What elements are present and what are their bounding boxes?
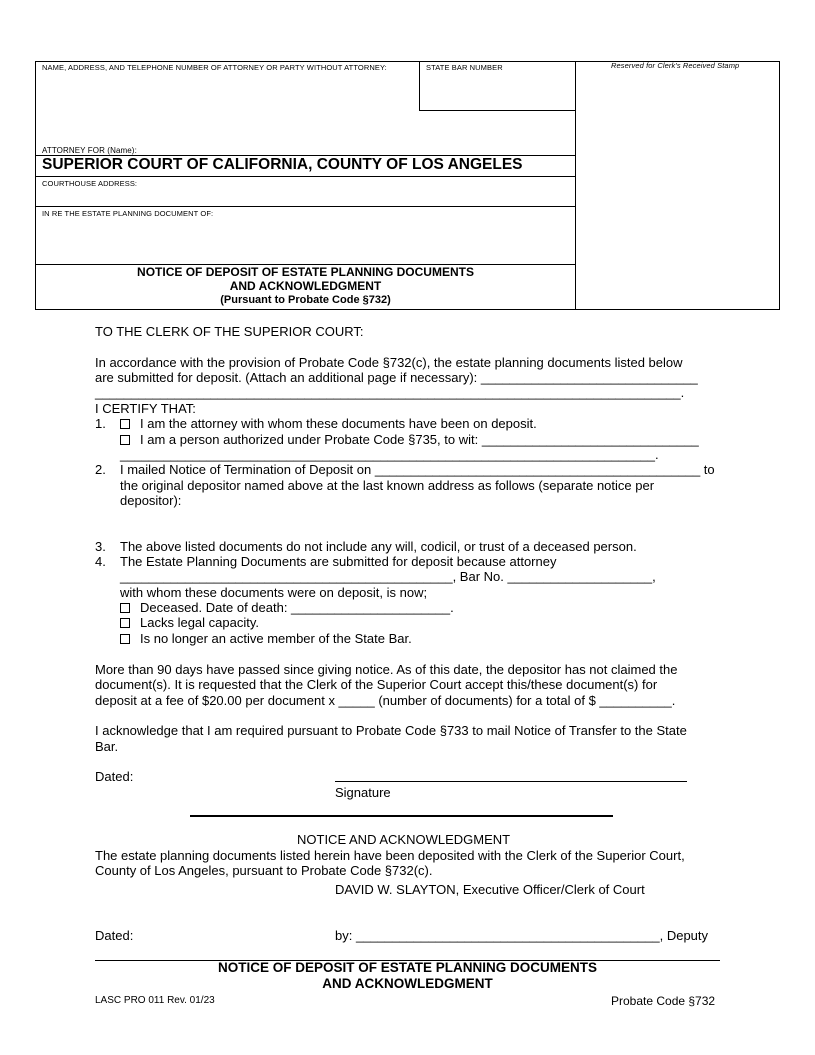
to-clerk: TO THE CLERK OF THE SUPERIOR COURT:	[95, 324, 364, 339]
request-line1: More than 90 days have passed since giving notice. As of this date, the depositor has not claimed the	[95, 662, 678, 677]
attorney-label: NAME, ADDRESS, AND TELEPHONE NUMBER OF ATTORNEY OR PARTY WITHOUT ATTORNEY:	[42, 63, 387, 72]
ack-dated-label: Dated:	[95, 928, 134, 943]
item2-number: 2.	[95, 462, 106, 477]
item1-option-b-text: I am a person authorized under Probate Code §735, to wit: ______________________________	[140, 432, 699, 447]
certify-heading: I CERTIFY THAT:	[95, 401, 196, 416]
clerk-officer: DAVID W. SLAYTON, Executive Officer/Clerk of Court	[335, 882, 645, 897]
item4-line2: ______________________________________________, Bar No. ____________________,	[120, 569, 656, 584]
acknowledge-line1: I acknowledge that I am required pursuant to Probate Code §733 to mail Notice of Transfer to the State	[95, 723, 687, 738]
item3-text: The above listed documents do not include any will, codicil, or trust of a deceased person.	[120, 539, 637, 554]
item2-line3: depositor):	[120, 493, 182, 508]
item4-checkbox-c[interactable]	[120, 634, 130, 644]
signature-line[interactable]	[335, 781, 687, 782]
courthouse-address-label: COURTHOUSE ADDRESS:	[42, 179, 138, 188]
ack-line2: County of Los Angeles, pursuant to Probate Code §732(c).	[95, 863, 433, 878]
item1-option-a-text: I am the attorney with whom these documents have been on deposit.	[140, 416, 537, 431]
item4-option-a	[120, 600, 454, 615]
intro-line1: In accordance with the provision of Probate Code §732(c), the estate planning documents listed below	[95, 355, 683, 370]
item4-line1: The Estate Planning Documents are submitted for deposit because attorney	[120, 554, 557, 569]
item1-checkbox-a[interactable]	[120, 419, 130, 429]
form-id: LASC PRO 011 Rev. 01/23	[95, 995, 215, 1006]
ack-line1: The estate planning documents listed herein have been deposited with the Clerk of the Superior Court,	[95, 848, 685, 863]
item4-checkbox-b[interactable]	[120, 618, 130, 628]
header-right-border	[779, 61, 780, 310]
item2-line2: the original depositor named above at the last known address as follows (separate notice per	[120, 478, 655, 493]
item4-number: 4.	[95, 554, 106, 569]
item1-number: 1.	[95, 416, 106, 431]
signature-label: Signature	[335, 785, 391, 800]
footer-title-line2: AND ACKNOWLEDGMENT	[322, 976, 493, 991]
item3-number: 3.	[95, 539, 106, 554]
footer-code: Probate Code §732	[611, 994, 716, 1008]
reserved-stamp-label: Reserved for Clerk's Received Stamp	[611, 61, 740, 70]
acknowledge-line2: Bar.	[95, 739, 119, 754]
courthouse-line-bottom	[35, 206, 576, 207]
item1-continuation: __________________________________________________________________________.	[120, 447, 659, 462]
bar-divider	[419, 61, 420, 110]
form-title-line1: NOTICE OF DEPOSIT OF ESTATE PLANNING DOCUMENTS	[137, 265, 474, 279]
item4-option-b-text: Lacks legal capacity.	[140, 615, 259, 630]
attorney-for-label: ATTORNEY FOR (Name):	[42, 146, 137, 155]
court-name: SUPERIOR COURT OF CALIFORNIA, COUNTY OF LOS ANGELES	[42, 156, 523, 173]
intro-line2: are submitted for deposit. (Attach an additional page if necessary): ______________________________	[95, 370, 698, 385]
item1-checkbox-b[interactable]	[120, 435, 130, 445]
footer-title	[95, 960, 720, 992]
item2-line1: I mailed Notice of Termination of Deposit on _____________________________________________ to	[120, 462, 715, 477]
form-title-sub: (Pursuant to Probate Code §732)	[220, 294, 391, 306]
item1-option-a	[120, 416, 537, 431]
item4-option-c	[120, 631, 412, 646]
court-line-bottom	[35, 176, 576, 177]
dated-label: Dated:	[95, 769, 134, 784]
item4-checkbox-a[interactable]	[120, 603, 130, 613]
item4-option-a-text: Deceased. Date of death: ______________________.	[140, 600, 454, 615]
footer-title-line1: NOTICE OF DEPOSIT OF ESTATE PLANNING DOCUMENTS	[217, 960, 597, 975]
bar-box-bottom	[419, 110, 576, 111]
estate-of-label: IN RE THE ESTATE PLANNING DOCUMENT OF:	[42, 209, 214, 218]
item4-option-c-text: Is no longer an active member of the State Bar.	[140, 631, 412, 646]
bar-number-label: STATE BAR NUMBER	[426, 63, 503, 72]
request-line2: document(s). It is requested that the Clerk of the Superior Court accept this/these document(s) for	[95, 677, 658, 692]
item1-option-b	[120, 432, 699, 447]
item4-option-b	[120, 615, 259, 630]
ack-title: NOTICE AND ACKNOWLEDGMENT	[297, 832, 511, 847]
form-title	[35, 265, 576, 307]
form-title-line2: AND ACKNOWLEDGMENT	[229, 279, 382, 293]
deputy-by-line: by: __________________________________________, Deputy	[335, 928, 709, 943]
item4-line3: with whom these documents were on deposit, is now;	[120, 585, 428, 600]
request-line3: deposit at a fee of $20.00 per document x _____ (number of documents) for a total of $ __________.	[95, 693, 676, 708]
section-separator	[190, 815, 613, 817]
intro-line3: _________________________________________________________________________________.	[95, 385, 685, 400]
header-bottom-border	[35, 309, 780, 310]
